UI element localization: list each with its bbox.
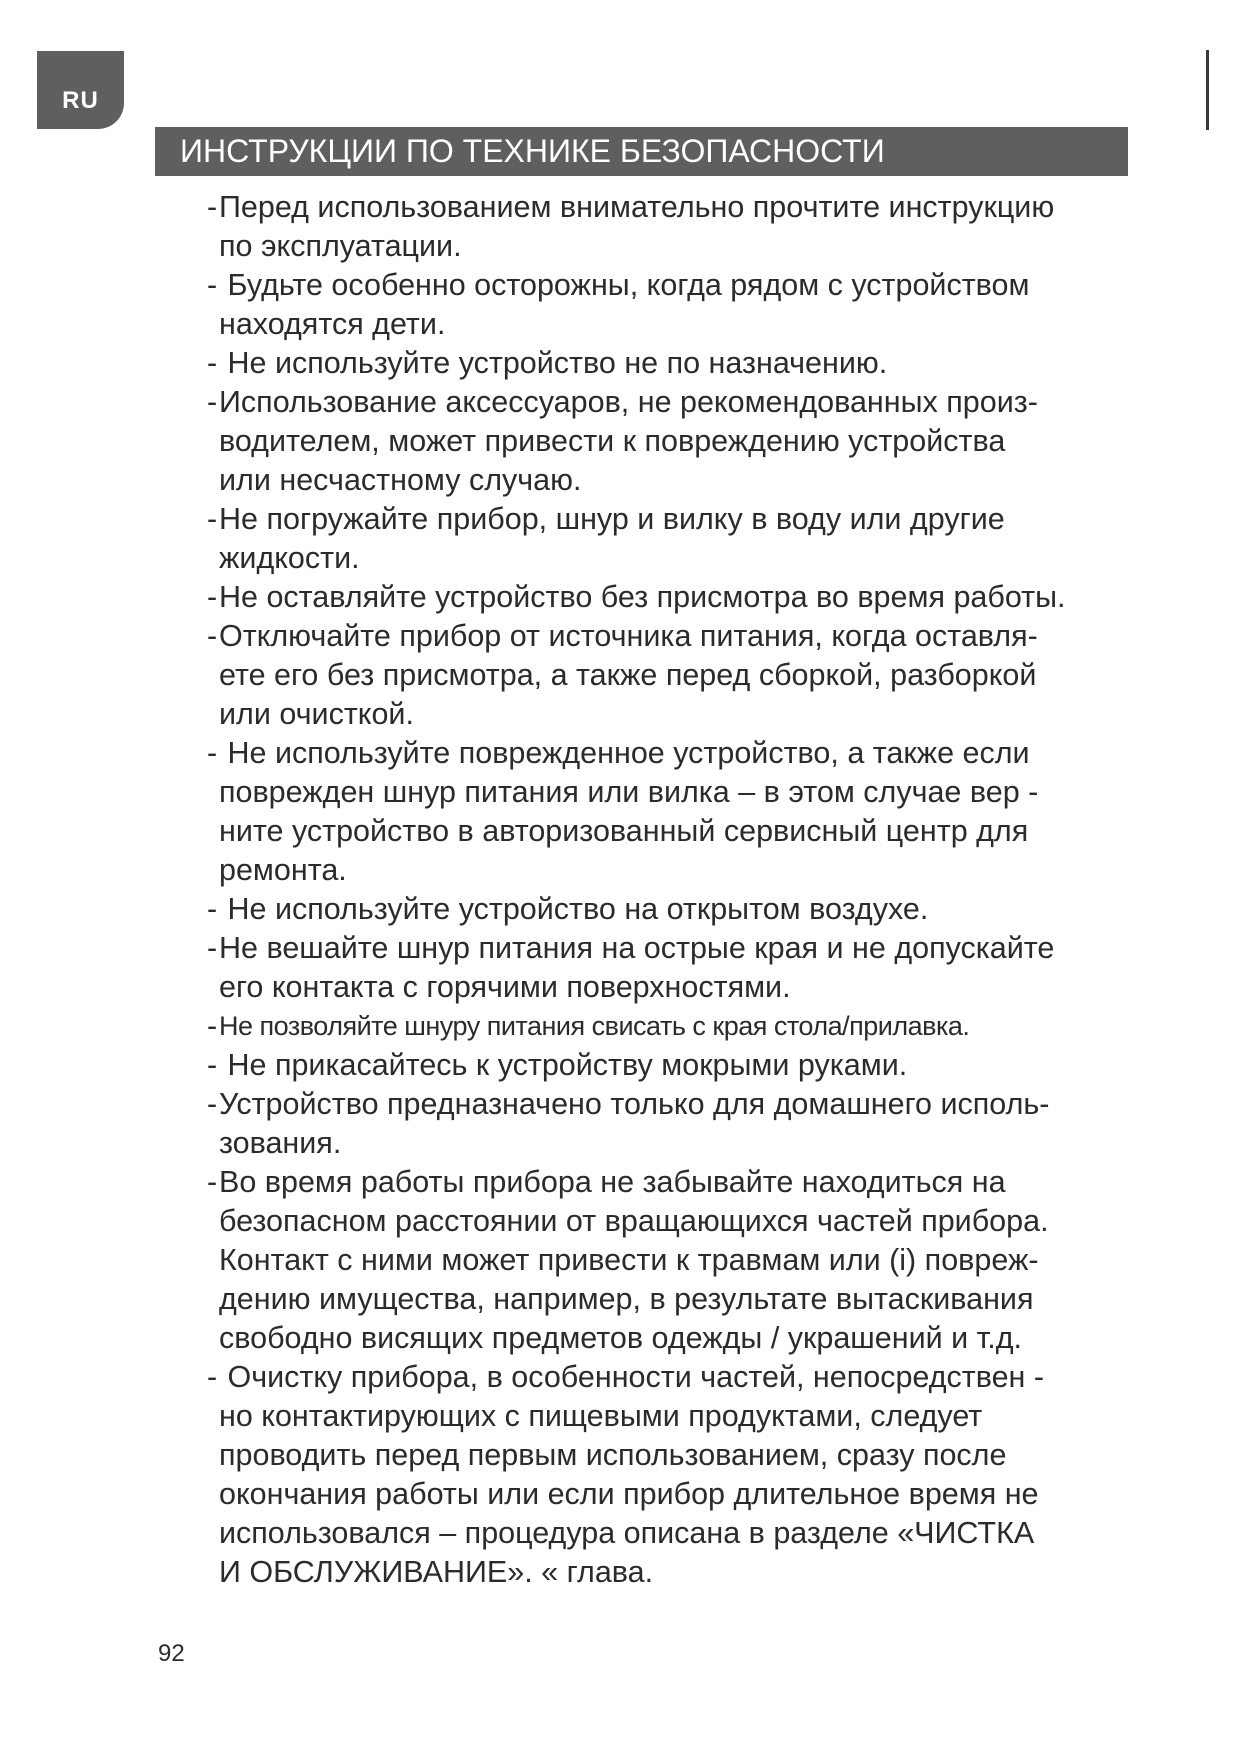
bullet-dash: -: [207, 892, 218, 926]
bullet-dash: -: [207, 190, 218, 224]
list-item-text: Отключайте прибор от источника питания, когда оставля- ете его без присмотра, а также перед сборкой, разборкой или очисткой.: [219, 619, 1038, 731]
list-item-text: Не погружайте прибор, шнур и вилку в воду или другие жидкости.: [219, 502, 1005, 575]
list-item: [207, 578, 1157, 617]
list-item: [207, 1358, 1157, 1592]
list-item: [207, 344, 1157, 383]
bullet-dash: -: [207, 1087, 218, 1121]
list-item: [207, 500, 1157, 578]
page-edge-marker: [1206, 50, 1209, 130]
bullet-dash: -: [207, 580, 218, 614]
safety-instructions-list: [207, 188, 1157, 1592]
list-item: [207, 890, 1157, 929]
list-item-text: Не используйте поврежденное устройство, а также если поврежден шнур питания или вилка – в этом случае вер - ните устройство в авторизованный сервисный центр для ремонта.: [219, 736, 1039, 887]
list-item-text: Перед использованием внимательно прочтите инструкцию по эксплуатации.: [219, 190, 1055, 263]
bullet-dash: -: [207, 1009, 218, 1043]
list-item: [207, 1046, 1157, 1085]
bullet-dash: -: [207, 1360, 218, 1394]
bullet-dash: -: [207, 931, 218, 965]
list-item-text: Не позволяйте шнуру питания свисать с края стола/прилавка.: [219, 1011, 970, 1041]
list-item: [207, 383, 1157, 500]
list-item-text: Не используйте устройство не по назначению.: [219, 346, 888, 380]
list-item: [207, 617, 1157, 734]
list-item-text: Будьте особенно осторожны, когда рядом с устройством находятся дети.: [219, 268, 1030, 341]
bullet-dash: -: [207, 268, 218, 302]
list-item-text: Устройство предназначено только для домашнего исполь- зования.: [219, 1087, 1050, 1160]
list-item-text: Использование аксессуаров, не рекомендованных произ- водителем, может привести к повреждению устройства или несчастному случаю.: [219, 385, 1038, 497]
list-item-text: Не оставляйте устройство без присмотра во время работы.: [219, 580, 1066, 614]
list-item: [207, 1007, 1157, 1046]
list-item-text: Во время работы прибора не забывайте находиться на безопасном расстоянии от вращающихся частей прибора. Контакт с ними может привести к травмам или (i) повреж- дению имущества, например, в результате вытаскивания свободно висящих предметов одежды / украшений и т.д.: [219, 1165, 1049, 1355]
list-item: [207, 929, 1157, 1007]
bullet-dash: -: [207, 736, 218, 770]
list-item: [207, 734, 1157, 890]
list-item: [207, 1085, 1157, 1163]
list-item: [207, 1163, 1157, 1358]
bullet-dash: -: [207, 619, 218, 653]
list-item-text: Не вешайте шнур питания на острые края и не допускайте его контакта с горячими поверхностями.: [219, 931, 1055, 1004]
language-tab: RU: [37, 51, 124, 129]
list-item: [207, 266, 1157, 344]
bullet-dash: -: [207, 1048, 218, 1082]
page-number: 92: [158, 1640, 185, 1667]
section-title: ИНСТРУКЦИИ ПО ТЕХНИКЕ БЕЗОПАСНОСТИ: [155, 127, 1128, 176]
bullet-dash: -: [207, 502, 218, 536]
list-item: [207, 188, 1157, 266]
bullet-dash: -: [207, 1165, 218, 1199]
bullet-dash: -: [207, 385, 218, 419]
bullet-dash: -: [207, 346, 218, 380]
list-item-text: Очистку прибора, в особенности частей, непосредствен - но контактирующих с пищевыми продуктами, следует проводить перед первым использованием, сразу после окончания работы или если прибор длительное время не использовался – процедура описана в разделе «ЧИСТКА И ОБСЛУЖИВАНИЕ». « глава.: [219, 1360, 1045, 1589]
list-item-text: Не используйте устройство на открытом воздухе.: [219, 892, 929, 926]
list-item-text: Не прикасайтесь к устройству мокрыми руками.: [219, 1048, 908, 1082]
